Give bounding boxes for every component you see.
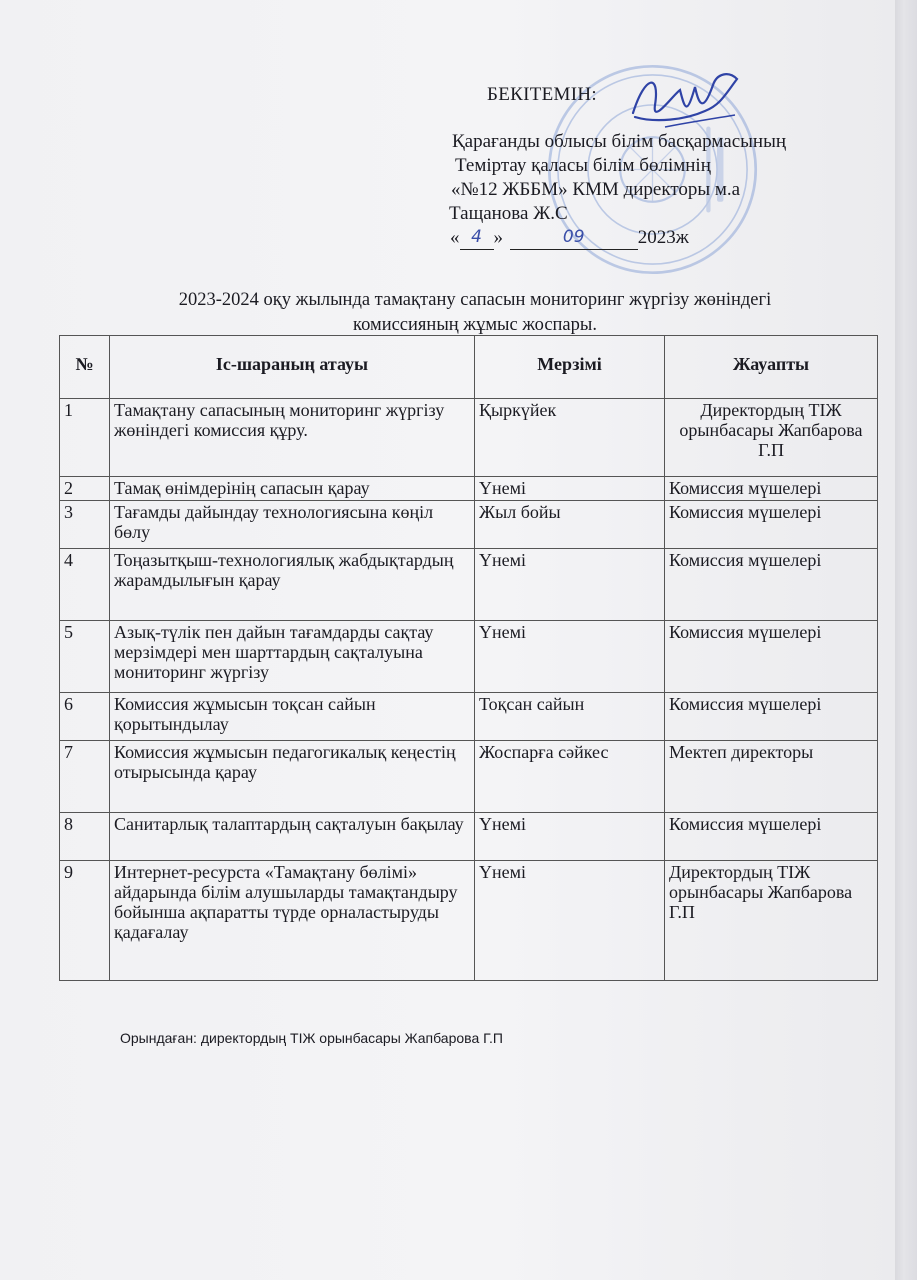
row-number: 5 <box>60 621 110 693</box>
row-term: Үнемі <box>475 861 665 981</box>
row-term: Қыркүйек <box>475 399 665 477</box>
row-number: 7 <box>60 741 110 813</box>
title-line-2: комиссияның жұмыс жоспары. <box>353 315 597 335</box>
table-row <box>60 501 878 549</box>
table-row <box>60 549 878 621</box>
table-row <box>60 813 878 861</box>
approval-line-school: «№12 ЖББМ» КММ директоры м.а <box>451 179 741 200</box>
approve-heading: БЕКІТЕМІН: <box>487 84 597 105</box>
approval-date <box>450 226 786 250</box>
approval-line-city: Теміртау қаласы білім бөлімнің <box>455 155 711 176</box>
row-number: 9 <box>60 861 110 981</box>
approval-block <box>449 130 786 250</box>
table-row <box>60 399 878 477</box>
prepared-by: Орындаған: директордың ТІЖ орынбасары Жапбарова Г.П <box>120 1030 503 1046</box>
row-responsible: Комиссия мүшелері <box>665 501 878 549</box>
row-activity: Азық-түлік пен дайын тағамдарды сақтау мерзімдері мен шарттардың сақталуына мониторинг жүргізу <box>110 621 475 693</box>
row-responsible: Директордың ТІЖ орынбасары Жапбарова Г.П <box>665 399 878 477</box>
row-term: Жыл бойы <box>475 501 665 549</box>
row-responsible: Комиссия мүшелері <box>665 621 878 693</box>
table-header-row <box>60 336 878 399</box>
row-activity: Комиссия жұмысын тоқсан сайын қорытындылау <box>110 693 475 741</box>
row-activity: Санитарлық талаптардың сақталуын бақылау <box>110 813 475 861</box>
row-activity: Тағамды дайындау технологиясына көңіл бөлу <box>110 501 475 549</box>
date-year: 2023ж <box>637 227 689 248</box>
title-line-1: 2023-2024 оқу жылында тамақтану сапасын мониторинг жүргізу жөніндегі <box>178 290 772 310</box>
row-number: 8 <box>60 813 110 861</box>
row-activity: Тамақ өнімдерінің сапасын қарау <box>110 477 475 501</box>
row-activity: Интернет-ресурста «Тамақтану бөлімі» айдарында білім алушыларды тамақтандыру бойынша ақпаратты түрде орналастыруды қадағалау <box>110 861 475 981</box>
row-responsible: Директордың ТІЖ орынбасары Жапбарова Г.П <box>665 861 878 981</box>
approval-line-director: Тащанова Ж.С <box>449 203 568 224</box>
header-number: № <box>60 336 110 399</box>
row-responsible: Комиссия мүшелері <box>665 477 878 501</box>
row-activity: Тамақтану сапасының мониторинг жүргізу жөніндегі комиссия құру. <box>110 399 475 477</box>
row-number: 3 <box>60 501 110 549</box>
header-responsible: Жауапты <box>665 336 878 399</box>
row-term: Тоқсан сайын <box>475 693 665 741</box>
row-number: 1 <box>60 399 110 477</box>
date-day-field <box>460 229 494 250</box>
row-number: 6 <box>60 693 110 741</box>
row-term: Үнемі <box>475 477 665 501</box>
date-month-handwritten: 09 <box>562 227 585 247</box>
row-term: Үнемі <box>475 813 665 861</box>
row-responsible: Комиссия мүшелері <box>665 693 878 741</box>
table-row <box>60 621 878 693</box>
row-activity: Комиссия жұмысын педагогикалық кеңестің отырысында қарау <box>110 741 475 813</box>
row-term: Жоспарға сәйкес <box>475 741 665 813</box>
row-term: Үнемі <box>475 621 665 693</box>
table-row <box>60 477 878 501</box>
header-term: Мерзімі <box>475 336 665 399</box>
row-responsible: Мектеп директоры <box>665 741 878 813</box>
row-activity: Тоңазытқыш-технологиялық жабдықтардың жарамдылығын қарау <box>110 549 475 621</box>
director-signature <box>625 65 745 140</box>
row-responsible: Комиссия мүшелері <box>665 813 878 861</box>
row-term: Үнемі <box>475 549 665 621</box>
page-edge <box>895 0 917 1280</box>
table-row <box>60 693 878 741</box>
table-row <box>60 861 878 981</box>
document-title <box>60 288 890 338</box>
approval-line-department: Қарағанды облысы білім басқармасының <box>452 131 787 152</box>
date-month-field <box>510 229 638 250</box>
row-number: 4 <box>60 549 110 621</box>
date-quote-open: « <box>450 227 460 248</box>
table-row <box>60 741 878 813</box>
row-responsible: Комиссия мүшелері <box>665 549 878 621</box>
header-activity: Іс-шараның атауы <box>110 336 475 399</box>
row-number: 2 <box>60 477 110 501</box>
date-quote-close: » <box>493 227 503 248</box>
work-plan-table <box>59 335 878 981</box>
date-day-handwritten: 4 <box>471 227 482 247</box>
